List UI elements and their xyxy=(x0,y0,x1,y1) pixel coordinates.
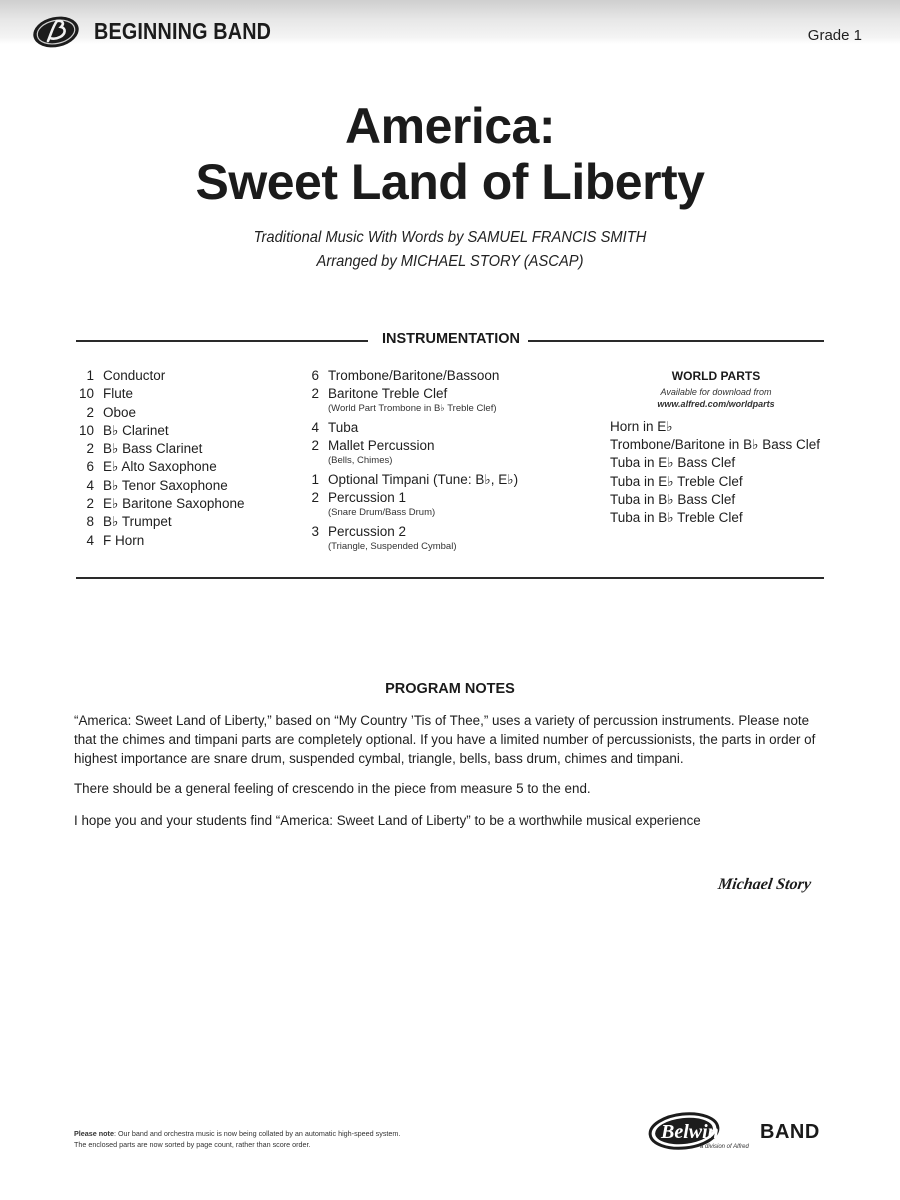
world-parts-list xyxy=(610,419,820,528)
world-part-item: Horn in E♭ xyxy=(610,419,673,434)
footer-note-text2: The enclosed parts are now sorted by page count, rather than score order. xyxy=(74,1139,311,1149)
footer-note-label: Please note xyxy=(74,1129,114,1138)
page-title-line1: America: xyxy=(345,98,555,154)
world-part-item: Tuba in E♭ Treble Clef xyxy=(610,473,743,489)
program-notes-paragraph: There should be a general feeling of crescendo in the piece from measure 5 to the end. xyxy=(74,781,591,796)
grade-label: Grade 1 xyxy=(807,27,862,44)
belwin-band-label: BAND xyxy=(760,1121,820,1143)
footer-note xyxy=(74,1129,400,1150)
signature: Michael Story xyxy=(716,876,813,893)
page-title-line2: Sweet Land of Liberty xyxy=(195,154,705,210)
belwin-brand-text: Belwin xyxy=(661,1121,719,1143)
world-part-item: Trombone/Baritone in B♭ Bass Clef xyxy=(610,437,820,453)
program-notes-heading: PROGRAM NOTES xyxy=(385,681,515,697)
world-part-item: Tuba in E♭ Bass Clef xyxy=(610,455,736,471)
world-parts-subtitle: Available for download from xyxy=(660,387,772,397)
instrument-note: (Snare Drum/Bass Drum) xyxy=(328,506,436,518)
series-name: BEGINNING BAND xyxy=(94,18,272,44)
instrument-note: (World Part Trombone in B♭ Treble Clef) xyxy=(328,402,497,414)
world-part-item: Tuba in B♭ Treble Clef xyxy=(610,509,743,525)
world-part-item: Tuba in B♭ Bass Clef xyxy=(610,491,736,507)
world-parts-url: www.alfred.com/worldparts xyxy=(657,399,775,409)
program-notes-paragraph: I hope you and your students find “America: Sweet Land of Liberty” to be a worthwhile musical experience xyxy=(74,813,701,828)
footer-note-text1: : Our band and orchestra music is now being collated by an automatic high-speed system. xyxy=(113,1129,401,1138)
instrumentation-rule-right xyxy=(528,340,824,342)
arranger-credit: Arranged by MICHAEL STORY (ASCAP) xyxy=(316,253,584,270)
instrument-note: (Triangle, Suspended Cymbal) xyxy=(328,541,457,552)
instrumentation-rule-bottom xyxy=(76,577,824,579)
b-logo-icon xyxy=(31,12,81,52)
instrumentation-heading: INSTRUMENTATION xyxy=(376,331,526,347)
instrumentation-rule-left xyxy=(76,340,368,342)
instrument-note: (Bells, Chimes) xyxy=(328,454,393,466)
composer-credit: Traditional Music With Words by SAMUEL FRANCIS SMITH xyxy=(253,229,647,246)
program-notes-paragraph: “America: Sweet Land of Liberty,” based on “My Country ’Tis of Thee,” uses a variety of percussion instruments. Please note that the chimes and timpani parts are completely optional. If you have a limited number of percussionists, the parts in order of highest importance are snare drum, suspended cymbal, triangle, bells, bass drum, chimes and timpani. xyxy=(74,713,816,766)
belwin-subtitle: a division of Alfred xyxy=(700,1144,749,1150)
world-parts-title: WORLD PARTS xyxy=(671,369,761,383)
